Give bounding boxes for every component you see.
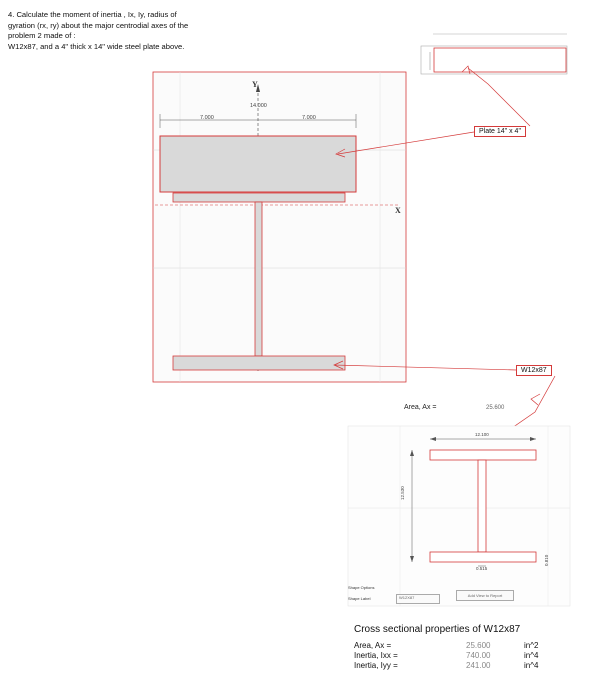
shape-web	[478, 460, 486, 552]
property-label: Inertia, Iyy =	[354, 661, 398, 670]
shape-options-label: Shape Options	[348, 585, 375, 590]
plate-shape	[160, 136, 356, 192]
shape-depth-dim: 12.530	[400, 486, 405, 500]
property-row	[354, 641, 604, 651]
shape-top-flange	[430, 450, 536, 460]
add-view-button[interactable]	[456, 590, 514, 601]
area-label: Area, Ax =	[404, 404, 437, 411]
property-label: Area, Ax =	[354, 641, 392, 650]
property-unit: in^4	[524, 661, 539, 670]
axis-y-label: Y	[252, 80, 258, 89]
thumbnail-view	[421, 34, 567, 74]
property-value: 25.600	[466, 641, 491, 650]
property-unit: in^4	[524, 651, 539, 660]
problem-line-2: gyration (rx, ry) about the major centrodial axes of the	[8, 20, 189, 30]
w-top-flange	[173, 193, 345, 202]
shape-label-value: W12X87	[399, 595, 415, 600]
property-value: 740.00	[466, 651, 491, 660]
shape-web-dim: 0.515	[476, 566, 488, 571]
area-value: 25.600	[486, 405, 505, 411]
property-row	[354, 651, 604, 661]
shape-width-dim: 12.100	[475, 432, 489, 437]
plate-callout: Plate 14" x 4"	[474, 126, 526, 137]
shape-flange-dim: 0.810	[544, 554, 549, 566]
dim-left-label: 7.000	[200, 115, 214, 121]
shape-bottom-flange	[430, 552, 536, 562]
axis-x-label: X	[395, 206, 401, 215]
property-unit: in^2	[524, 641, 539, 650]
property-value: 241.00	[466, 661, 491, 670]
dim-total-label: 14.000	[250, 103, 267, 109]
w-web	[255, 202, 262, 356]
shape-label-input[interactable]	[396, 594, 440, 604]
shape-view-panel	[348, 426, 570, 606]
problem-line-3: problem 2 made of :	[8, 31, 76, 40]
property-label: Inertia, Ixx =	[354, 651, 398, 660]
problem-line-4: W12x87, and a 4" thick x 14" wide steel plate above.	[8, 41, 185, 51]
shape-label-label: Shape Label	[348, 596, 371, 601]
add-view-label: Add View to Report	[467, 593, 503, 598]
properties-table	[354, 624, 604, 671]
w-bottom-flange	[173, 356, 345, 370]
dim-right-label: 7.000	[302, 115, 316, 121]
properties-title: Cross sectional properties of W12x87	[354, 624, 521, 635]
w-callout: W12x87	[516, 365, 552, 376]
problem-line-1: 4. Calculate the moment of inertia , Ix, Iy, radius of	[8, 10, 177, 19]
drawing-frame	[153, 66, 555, 450]
property-row	[354, 661, 604, 671]
